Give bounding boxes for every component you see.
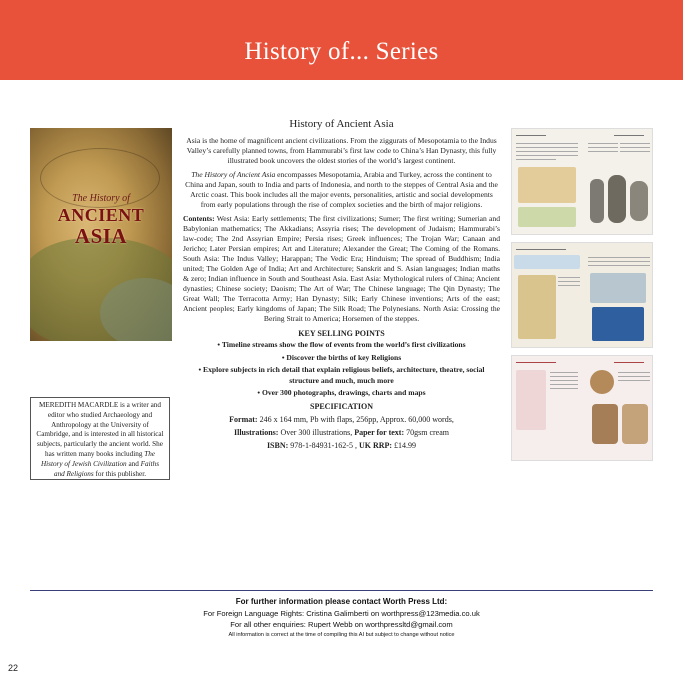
cover-title-small: The History of — [72, 193, 130, 204]
selling-point: • Over 300 photographs, drawings, charts and maps — [257, 388, 426, 397]
sample-spread-image — [511, 128, 653, 235]
spec-isbn-value: 978-1-84931-162-5 , — [288, 440, 359, 450]
contact-footer — [30, 596, 653, 640]
book-description-column — [183, 117, 500, 452]
selling-point: • Explore subjects in rich detail that explain religious beliefs, architecture, theatre, social structure and much, much more — [198, 365, 485, 385]
spec-format-value: 246 x 164 mm, Pb with flaps, 256pp, Approx. 60,000 words, — [257, 414, 454, 424]
selling-point: • Timeline streams show the flow of events from the world’s first civilizations — [217, 340, 466, 349]
book-description — [183, 170, 500, 210]
sample-map-image — [518, 167, 576, 203]
spec-rrp-label: UK RRP: — [358, 440, 393, 450]
book-description-title: The History of Ancient Asia — [191, 170, 276, 179]
sample-spread-image — [511, 355, 653, 461]
book-contents — [183, 214, 500, 324]
author-book-title-2: Faiths and Religions — [53, 459, 159, 478]
sample-artifact-image — [590, 179, 604, 223]
spec-paper-value: 70gsm cream — [404, 427, 449, 437]
book-intro: Asia is the home of magnificent ancient civilizations. From the ziggurats of Mesopotamia to the Indus Valley’s carefully planned towns, from Hammurabi’s first law code to China’s Han Dynasty, this fully illustrated book uncovers the oldest stories of the world’s largest continent. — [186, 136, 497, 165]
book-cover-image — [30, 128, 172, 341]
spec-rrp-value: £14.99 — [392, 440, 417, 450]
author-bio-text: MEREDITH MACARDLE is a writer and editor who studied Archaeology and Anthropology at the University of Cambridge, and is interested in all historical subjects, particularly the ancient world. She has written many books including — [36, 401, 164, 458]
spread-page-left — [512, 243, 582, 347]
cover-title-line1: ANCIENT — [57, 205, 145, 225]
cover-title-line2: ASIA — [74, 224, 128, 248]
author-bio-end: for this publisher. — [93, 469, 147, 478]
spec-format-label: Format: — [229, 414, 258, 424]
spread-page-left — [512, 356, 582, 460]
spec-illustrations-value: Over 300 illustrations, — [278, 427, 355, 437]
contents-text: West Asia: Early settlements; The first civilizations; Sumer; The first writing; Sumerian and Babylonian mathematics; The Akkadians; Assyria rises; The development of Judaism; Hammurabi’s law-code; The 2nd Assyrian Empire; Persia rises; Greek influences; The Trojan War; Canaan and Jericho; Later Persian empires; Art and Literature; Alexander the Great; The Coming of the Romans. South Asia: The Indus Valley; Harappan; The Vedic Era; Hinduism; The spread of Buddhism; India united; The Golden Age of India; Art and Architecture; Sanskrit and S. Asian languages; Indian maths & zero; Indian influence in South and Southeast Asia. East Asia: Mythological rulers of China; Ancient dynasties; Chinese society; Daoism; The Art of War; The Chinese language; The Qin Dynasty; The Great Wall; The Terracotta Army; Han Dynasty; Silk; Early Chinese inventions; Arts of the east; Ancient peoples; Early kingdoms of Japan; The Silk Road; The Polynesians. North Asia: Crossing the Bering Strait to America; Horsemen of the steppes. — [183, 214, 500, 323]
spread-page-left — [512, 129, 582, 234]
foreign-rights-contact: For Foreign Language Rights: Cristina Galimberti on worthpress@123media.co.uk — [203, 609, 480, 618]
selling-points-heading: KEY SELLING POINTS — [298, 329, 385, 338]
author-bio-box — [30, 397, 170, 480]
spec-format — [183, 413, 500, 426]
spec-illustrations-label: Illustrations: — [233, 427, 279, 437]
general-enquiries-contact: For all other enquiries: Rupert Webb on worthpressltd@gmail.com — [230, 620, 453, 629]
spread-page-right — [584, 129, 653, 234]
disclaimer: All information is correct at the time of compiling this AI but subject to change without notice — [228, 632, 455, 638]
book-title-heading: History of Ancient Asia — [289, 118, 394, 130]
selling-point: • Discover the births of key Religions — [281, 352, 402, 362]
footer-divider — [30, 590, 653, 591]
specification-heading: SPECIFICATION — [310, 401, 373, 411]
sample-gate-image — [592, 307, 644, 341]
author-bio-and: and — [126, 459, 141, 468]
spec-isbn — [183, 439, 500, 452]
sample-artifact-image — [590, 370, 614, 394]
spread-page-right — [584, 243, 653, 347]
sample-spread-image — [511, 242, 653, 348]
author-book-title-1: The History of Jewish Civilization — [40, 449, 155, 468]
contact-heading: For further information please contact Worth Press Ltd: — [235, 597, 448, 606]
contents-label: Contents: — [183, 214, 215, 223]
series-title: History of... Series — [244, 38, 439, 65]
spread-page-right — [584, 356, 653, 460]
page-number: 22 — [8, 663, 19, 673]
header-banner — [0, 0, 683, 80]
spec-illustrations — [183, 426, 500, 439]
book-description-text: encompasses Mesopotamia, Arabia and Turkey, across the continent to China and Japan, south to India and parts of Indonesia, and north to the steppes of Central Asia and the Arctic coast. This book includes all the major events, personalities, artistic and social developments from early populations through the rise of complex societies and the birth of major religions. — [185, 170, 498, 209]
spec-paper-label: Paper for text: — [354, 427, 405, 437]
sample-illustration-image — [518, 275, 556, 339]
spec-isbn-label: ISBN: — [266, 440, 289, 450]
